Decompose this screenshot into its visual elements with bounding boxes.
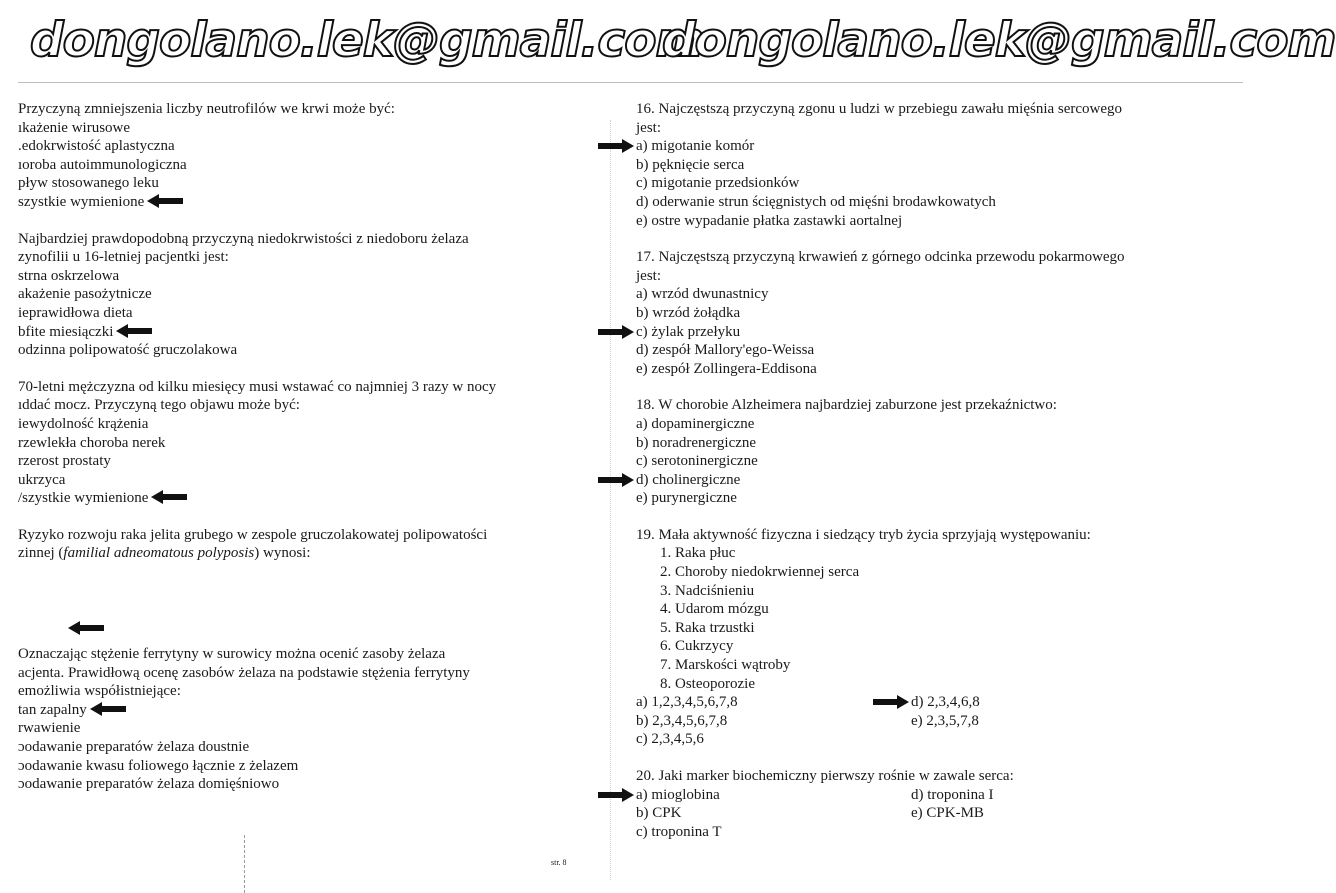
option: a) dopaminergiczne: [636, 415, 755, 432]
option-label: a) mioglobina: [636, 786, 720, 803]
list-item: 7. Marskości wątroby: [660, 657, 791, 674]
answer-grid: [636, 693, 1236, 749]
option: ıkażenie wirusowe: [18, 119, 131, 136]
question-text: 20. Jaki marker biochemiczny pierwszy rośnie w zawale serca:: [636, 768, 1014, 784]
option: ɔodawanie kwasu foliowego łącznie z żelazem: [18, 757, 299, 774]
option: akażenie pasożytnicze: [18, 286, 152, 303]
answer-arrow-icon: [68, 621, 104, 635]
left-column: [18, 100, 593, 812]
option-empty: [911, 730, 1191, 749]
option: rzewlekła choroba nerek: [18, 434, 166, 451]
option: d) zespół Mallory'ego-Weissa: [636, 342, 815, 359]
question-colon-cancer: [18, 526, 593, 645]
option: e) zespół Zollingera-Eddisona: [636, 360, 817, 377]
page-fold: [610, 120, 611, 880]
question-19: [636, 526, 1236, 749]
question-text: Ryzyko rozwoju raka jelita grubego w zespole gruczolakowatej polipowatości: [18, 526, 488, 543]
option-label: /szystkie wymienione: [18, 490, 149, 507]
question-neutrophils: [18, 100, 593, 212]
header-divider: [18, 82, 1243, 83]
option: .edokrwistość aplastyczna: [18, 138, 175, 155]
option: d) oderwanie strun ścięgnistych od mięśni brodawkowatych: [636, 193, 996, 210]
option-label: a) migotanie komór: [636, 138, 755, 155]
option: e) CPK-MB: [911, 805, 984, 822]
option-marked: [636, 323, 1236, 342]
list-item: 1. Raka płuc: [660, 545, 736, 562]
question-text: acjenta. Prawidłową ocenę zasobów żelaza na podstawie stężenia ferrytyny: [18, 664, 470, 681]
question-18: [636, 396, 1236, 508]
option: a) wrzód dwunastnicy: [636, 286, 769, 303]
option-marked: [18, 323, 593, 342]
blank-answer-area: [18, 563, 593, 645]
question-text: 17. Najczęstszą przyczyną krwawień z górnego odcinka przewodu pokarmowego: [636, 249, 1125, 266]
question-text: Oznaczając stężenie ferrytyny w surowicy można ocenić zasoby żelaza: [18, 646, 446, 663]
watermark-email-right: dongolano.lek@gmail.com: [662, 13, 1336, 68]
dashed-divider: [244, 835, 245, 893]
option: pływ stosowanego leku: [18, 175, 159, 192]
page-number: str. 8: [551, 858, 567, 867]
option: d) troponina I: [911, 786, 994, 803]
list-item: 2. Choroby niedokrwiennej serca: [660, 564, 860, 581]
question-text: 18. W chorobie Alzheimera najbardziej zaburzone jest przekaźnictwo:: [636, 397, 1057, 414]
option: b) pęknięcie serca: [636, 156, 745, 173]
list-item: 6. Cukrzycy: [660, 638, 734, 655]
option-marked: [18, 701, 593, 720]
option-marked: [18, 489, 593, 508]
list-item: 5. Raka trzustki: [660, 619, 755, 636]
answer-arrow-icon: [147, 194, 183, 208]
option-marked: [18, 193, 593, 212]
option-label: szystkie wymienione: [18, 193, 145, 210]
answer-arrow-icon: [598, 139, 634, 153]
option: b) noradrenergiczne: [636, 434, 757, 451]
question-text: zinnej (familial adneomatous polyposis) wynosi:: [18, 545, 311, 562]
answer-arrow-icon: [90, 702, 126, 716]
question-anemia: [18, 230, 593, 360]
question-text: 70-letni mężczyzna od kilku miesięcy musi wstawać co najmniej 3 razy w nocy: [18, 378, 497, 395]
question-20: [636, 767, 1236, 841]
option: e) 2,3,5,7,8: [911, 712, 979, 729]
option-label: d) 2,3,4,6,8: [911, 694, 980, 711]
answer-grid: [636, 786, 1236, 842]
question-text: 16. Najczęstszą przyczyną zgonu u ludzi w przebiegu zawału mięśnia sercowego: [636, 101, 1123, 117]
option: a) 1,2,3,4,5,6,7,8: [636, 694, 738, 711]
question-text: Najbardziej prawdopodobną przyczyną niedokrwistości z niedoboru żelaza: [18, 230, 469, 247]
option: b) CPK: [636, 805, 682, 822]
option: c) migotanie przedsionków: [636, 175, 800, 192]
option: ɔodawanie preparatów żelaza doustnie: [18, 739, 250, 756]
question-nocturia: [18, 378, 593, 508]
option-label: d) cholinergiczne: [636, 471, 741, 488]
option-marked: [636, 471, 1236, 490]
list-item: 4. Udarom mózgu: [660, 601, 769, 618]
option: c) troponina T: [636, 823, 722, 840]
option: ɔodawanie preparatów żelaza domięśniowo: [18, 776, 280, 793]
latin-term: familial adneomatous polyposis: [63, 545, 255, 562]
option-label: bfite miesiączki: [18, 323, 114, 340]
option: strna oskrzelowa: [18, 267, 120, 284]
watermark-email-left: dongolano.lek@gmail.com: [30, 13, 704, 68]
answer-arrow-icon: [151, 490, 187, 504]
option: ukrzyca: [18, 471, 66, 488]
question-text: 19. Mała aktywność fizyczna i siedzący tryb życia sprzyjają występowaniu:: [636, 526, 1091, 543]
question-text: jest:: [636, 119, 661, 136]
option: e) purynergiczne: [636, 490, 737, 507]
question-text: Przyczyną zmniejszenia liczby neutrofilów we krwi może być:: [18, 101, 395, 117]
option-label: c) żylak przełyku: [636, 323, 741, 340]
answer-arrow-icon: [598, 325, 634, 339]
option: odzinna polipowatość gruczolakowa: [18, 342, 238, 359]
question-text: jest:: [636, 267, 661, 284]
question-ferritin: [18, 645, 593, 794]
question-16: [636, 100, 1236, 230]
question-text: ıddać mocz. Przyczyną tego objawu może być:: [18, 397, 300, 414]
option: ieprawidłowa dieta: [18, 304, 133, 321]
option: e) ostre wypadanie płatka zastawki aortalnej: [636, 212, 903, 229]
option: b) 2,3,4,5,6,7,8: [636, 712, 728, 729]
list-item: 3. Nadciśnieniu: [660, 582, 755, 599]
answer-arrow-icon: [598, 473, 634, 487]
question-text: zynofilii u 16-letniej pacjentki jest:: [18, 249, 229, 266]
option-empty: [911, 823, 1191, 842]
option: ıoroba autoimmunologiczna: [18, 156, 187, 173]
option: iewydolność krążenia: [18, 415, 149, 432]
answer-arrow-icon: [116, 324, 152, 338]
answer-arrow-icon: [598, 788, 634, 802]
option: c) 2,3,4,5,6: [636, 731, 704, 748]
option: c) serotoninergiczne: [636, 453, 758, 470]
question-17: [636, 248, 1236, 378]
option-marked: [636, 137, 1236, 156]
option: rwawienie: [18, 720, 81, 737]
list-item: 8. Osteoporozie: [660, 675, 755, 692]
option: rzerost prostaty: [18, 453, 111, 470]
option-marked: [636, 786, 911, 805]
answer-arrow-icon: [873, 695, 909, 709]
question-text: emożliwia współistniejące:: [18, 683, 181, 700]
option: b) wrzód żołądka: [636, 304, 741, 321]
option-label: tan zapalny: [18, 701, 87, 718]
right-column: [636, 100, 1236, 859]
option-marked: [911, 693, 1191, 712]
